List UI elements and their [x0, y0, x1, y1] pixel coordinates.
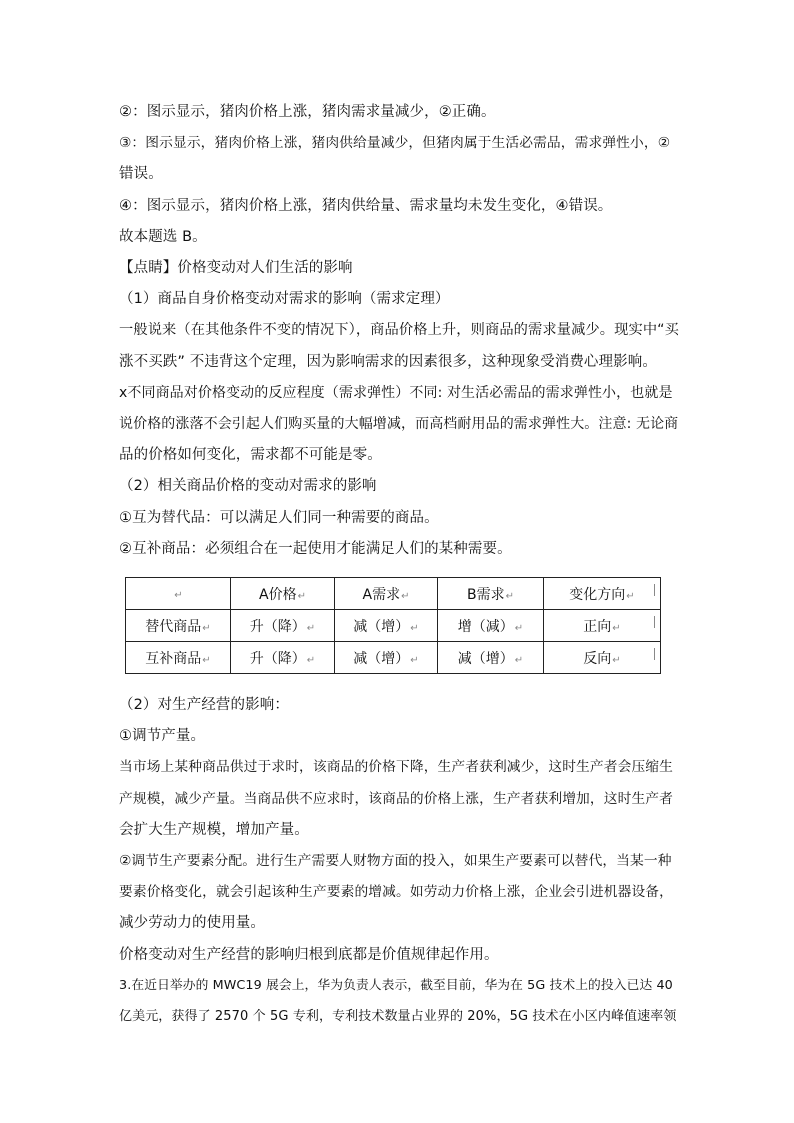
table-cell: 反向↵: [544, 642, 661, 674]
table-end-marker: [654, 648, 655, 660]
paragraph-line: 产规模，减少产量。当商品供不应求时，该商品的价格上涨，生产者获利增加，这时生产者: [119, 791, 674, 807]
table-cell: 增（减）↵: [438, 610, 544, 642]
paragraph-line: 说价格的涨落不会引起人们购买量的大幅增减，而高档耐用品的需求弹性大。注意: 无论商: [119, 416, 679, 432]
paragraph-line: 故本题选 B。: [119, 229, 207, 245]
table-end-marker: [654, 584, 655, 596]
paragraph-line: 错误。: [119, 166, 163, 182]
table-header-row: [126, 578, 661, 610]
section-heading: 【点睛】价格变动对人们生活的影响: [119, 260, 353, 276]
price-effect-table: [125, 577, 661, 674]
table-cell: ↵: [126, 578, 231, 610]
paragraph-line: ①调节产量。: [119, 728, 206, 744]
table-cell: 升（降）↵: [231, 642, 335, 674]
paragraph-line: 涨不买跌” 不违背这个定理，因为影响需求的因素很多，这种现象受消费心理影响。: [119, 354, 657, 370]
paragraph-line: 要素价格变化，就会引起该种生产要素的增减。如劳动力价格上涨，企业会引进机器设备，: [119, 884, 674, 900]
table-row: [126, 610, 661, 642]
paragraph-line: ③：图示显示，猪肉价格上涨，猪肉供给量减少，但猪肉属于生活必需品，需求弹性小，②: [119, 135, 671, 151]
table-cell: 升（降）↵: [231, 610, 335, 642]
paragraph-line: 会扩大生产规模，增加产量。: [119, 822, 309, 838]
question-line: 3.在近日举办的 MWC19 展会上，华为负责人表示，截至目前，华为在 5G 技术上的投入已达 40: [119, 978, 673, 993]
paragraph-line: ①互为替代品：可以满足人们同一种需要的商品。: [119, 510, 439, 526]
paragraph-line: ④：图示显示，猪肉价格上涨，猪肉供给量、需求量均未发生变化，④错误。: [119, 198, 613, 214]
table-cell: A价格↵: [231, 578, 335, 610]
paragraph-line: 当市场上某种商品供过于求时，该商品的价格下降，生产者获利减少，这时生产者会压缩生: [119, 759, 674, 775]
table-row: [126, 642, 661, 674]
table-cell: 替代商品↵: [126, 610, 231, 642]
paragraph-line: ②互补商品：必须组合在一起使用才能满足人们的某种需要。: [119, 541, 512, 557]
table-cell: 减（增）↵: [335, 642, 438, 674]
table-cell: 正向↵: [544, 610, 661, 642]
table-cell: 互补商品↵: [126, 642, 231, 674]
paragraph-line: （2）对生产经营的影响：: [119, 697, 289, 713]
paragraph-line: 价格变动对生产经营的影响归根到底都是价值规律起作用。: [119, 947, 499, 963]
paragraph-line: 品的价格如何变化，需求都不可能是零。: [119, 447, 382, 463]
paragraph-line: ⅹ不同商品对价格变动的反应程度（需求弹性）不同: 对生活必需品的需求弹性小，也就是: [119, 385, 673, 401]
table-cell: 减（增）↵: [438, 642, 544, 674]
question-line: 亿美元，获得了 2570 个 5G 专利，专利技术数量占业界的 20%，5G 技术在小区内峰值速率领: [119, 1009, 677, 1024]
table-cell: A需求↵: [335, 578, 438, 610]
paragraph-line: 一般说来（在其他条件不变的情况下），商品价格上升，则商品的需求量减少。现实中“买: [119, 322, 680, 338]
table-cell: 减（增）↵: [335, 610, 438, 642]
paragraph-line: ②调节生产要素分配。进行生产需要人财物方面的投入，如果生产要素可以替代，当某一种: [119, 853, 672, 869]
table-cell: B需求↵: [438, 578, 544, 610]
paragraph-line: ②：图示显示，猪肉价格上涨，猪肉需求量减少，②正确。: [119, 104, 496, 120]
paragraph-line: （1）商品自身价格变动对需求的影响（需求定理）: [119, 291, 450, 307]
table-end-marker: [654, 616, 655, 628]
paragraph-line: 减少劳动力的使用量。: [119, 915, 265, 931]
table-cell: 变化方向↵: [544, 578, 661, 610]
paragraph-line: （2）相关商品价格的变动对需求的影响: [119, 478, 377, 494]
